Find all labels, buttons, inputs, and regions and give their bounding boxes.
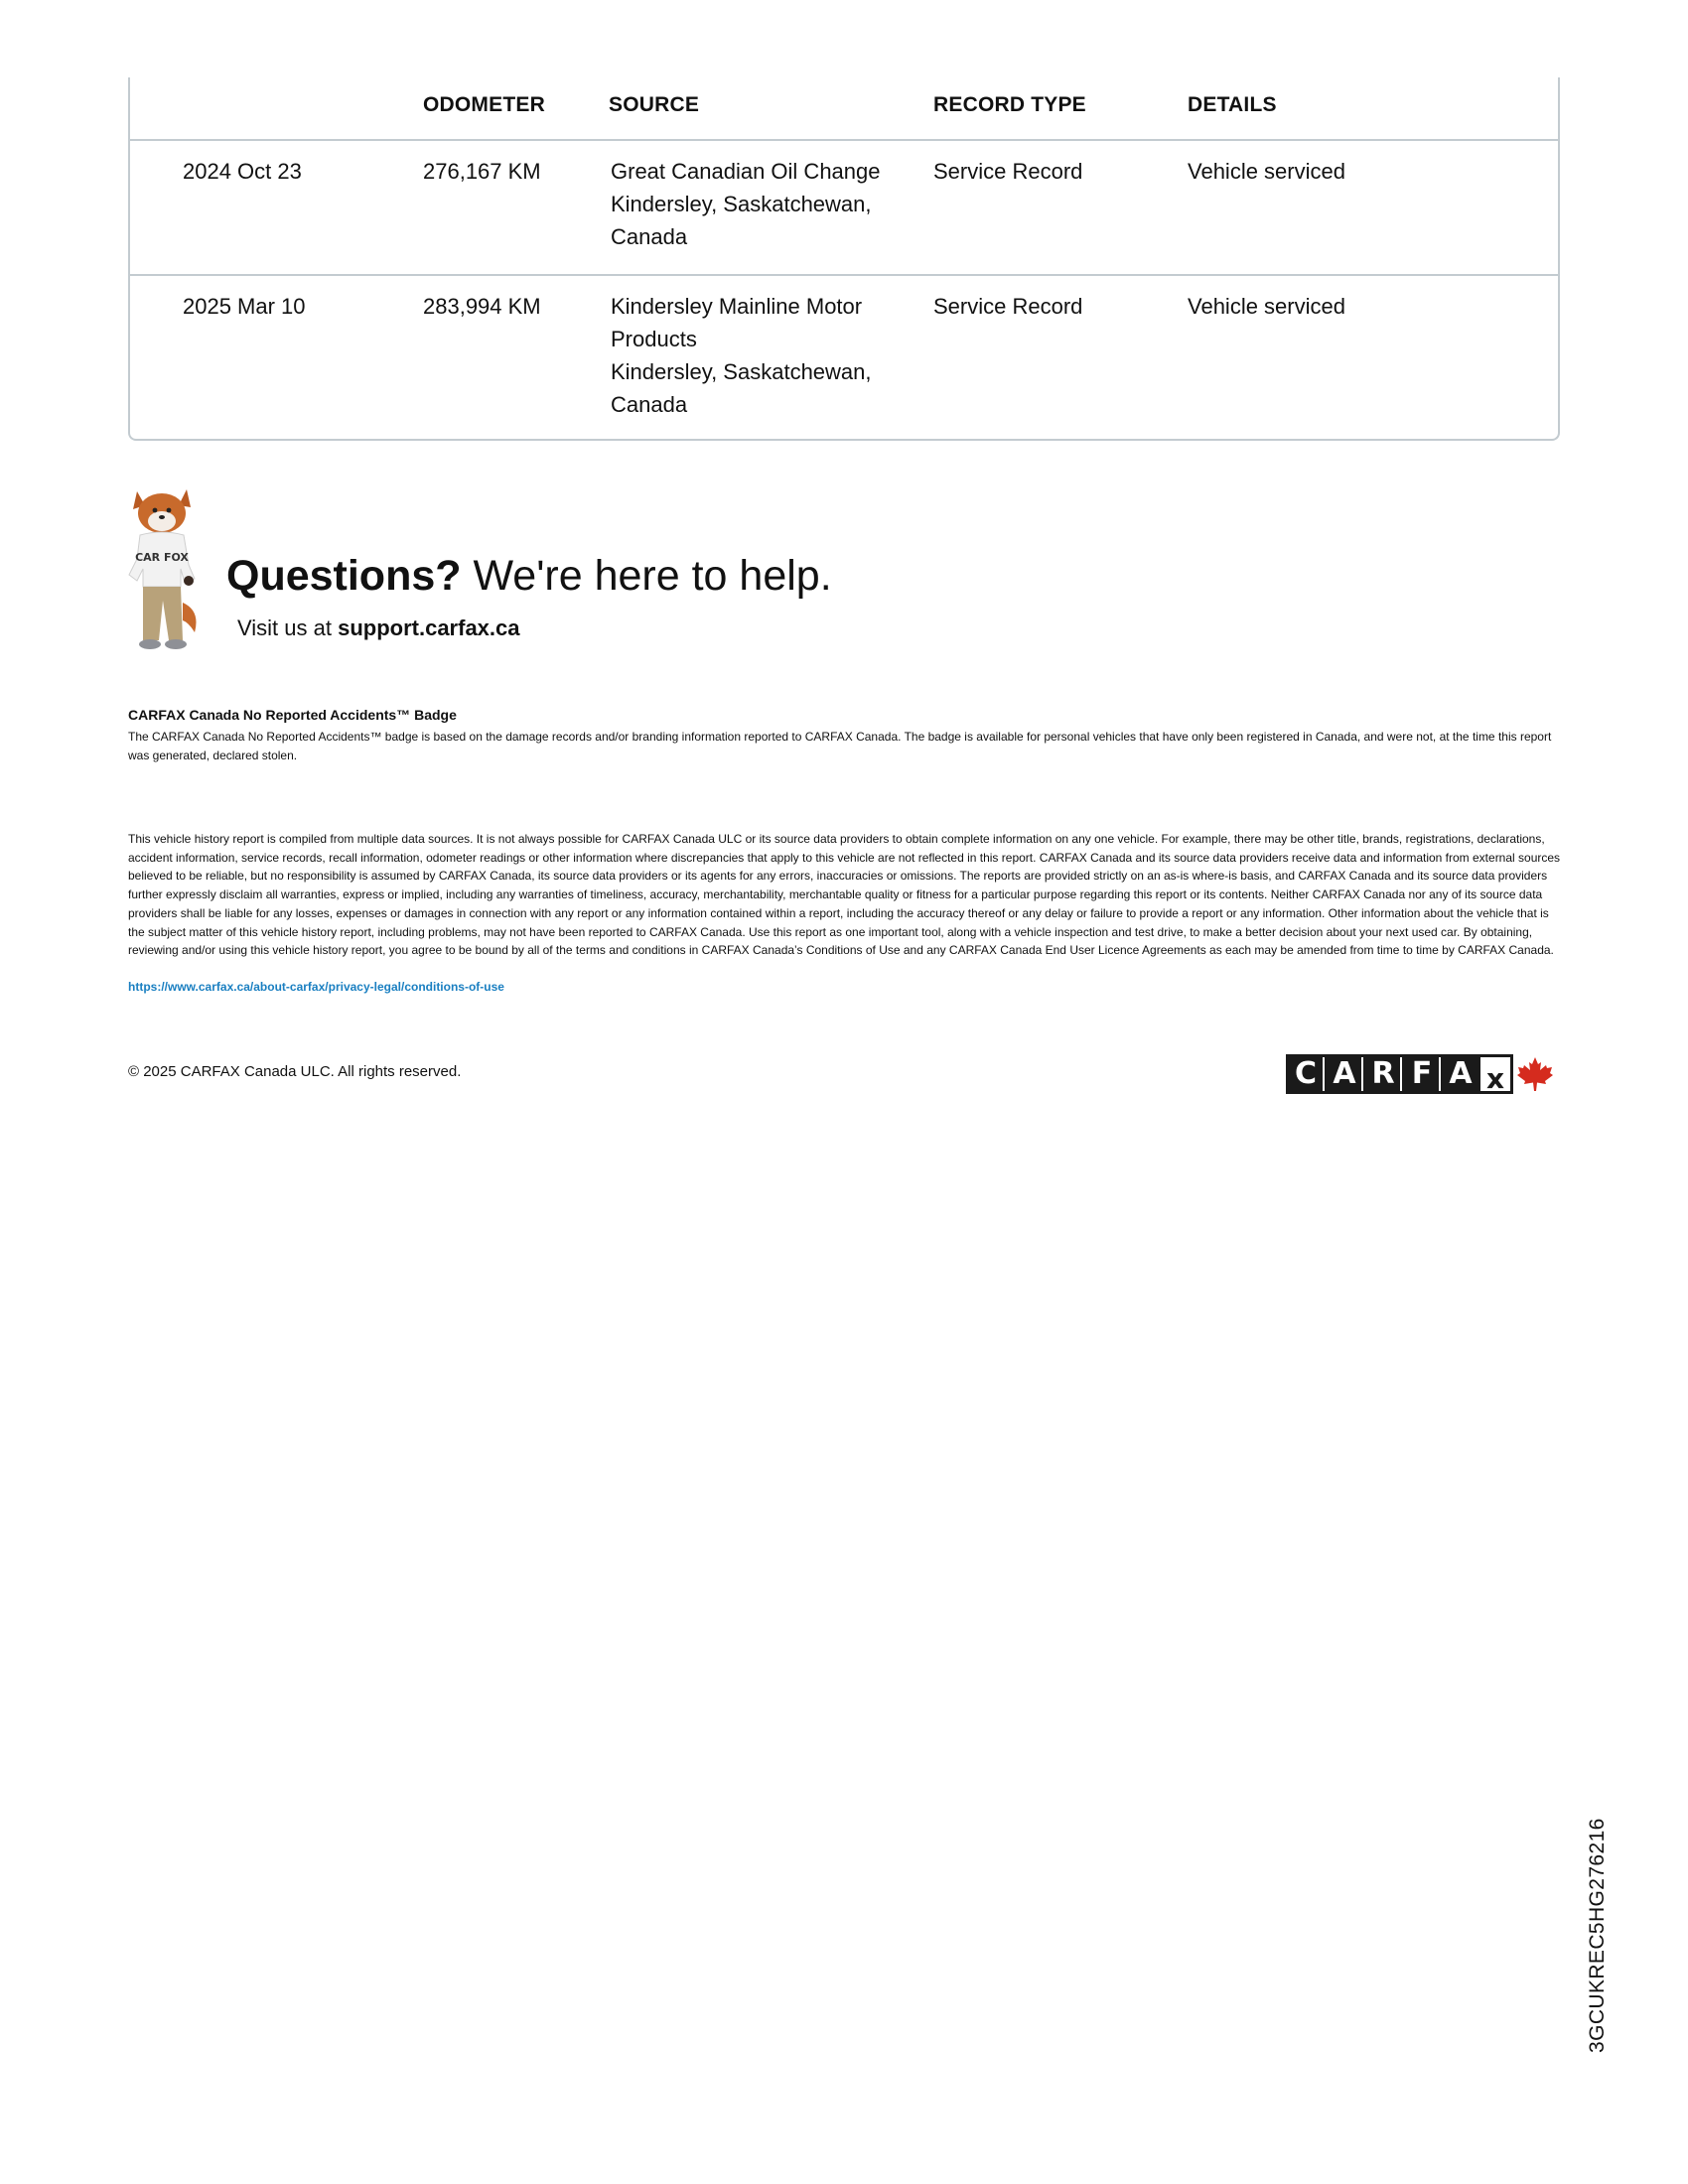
row-details: Vehicle serviced (1188, 294, 1345, 319)
copyright: © 2025 CARFAX Canada ULC. All rights reserved. (128, 1063, 462, 1080)
support-link[interactable]: support.carfax.ca (338, 615, 520, 640)
row-date: 2024 Oct 23 (183, 159, 302, 184)
logo-letter: R (1366, 1057, 1402, 1091)
help-heading-light: We're here to help. (461, 552, 832, 600)
row-odometer: 276,167 KM (423, 159, 541, 184)
logo-letters (1286, 1054, 1480, 1094)
source-line: Kindersley Mainline Motor (611, 294, 863, 319)
carfax-logo (1286, 1054, 1555, 1094)
logo-x: x (1480, 1054, 1513, 1094)
logo-letter: A (1444, 1057, 1477, 1091)
row-date: 2025 Mar 10 (183, 294, 306, 319)
maple-leaf-icon (1515, 1054, 1555, 1094)
table-row (130, 141, 1558, 276)
source-line: Kindersley, Saskatchewan, (611, 359, 872, 384)
table-row (130, 276, 1558, 439)
header-record-type: RECORD TYPE (933, 93, 1086, 116)
source-line: Products (611, 327, 697, 351)
help-heading-bold: Questions? (226, 552, 462, 600)
help-heading (226, 552, 832, 601)
row-record-type: Service Record (933, 159, 1083, 184)
badge-text: The CARFAX Canada No Reported Accidents™ badge is based on the damage records and/or branding information reported to CARFAX Canada. The badge is available for personal vehicles that have only been registered in Canada, and were not, at the time this report was generated, declared stolen. (128, 730, 1552, 762)
source-line: Kindersley, Saskatchewan, (611, 192, 872, 216)
history-table (128, 77, 1560, 441)
header-details: DETAILS (1188, 93, 1277, 116)
source-line: Great Canadian Oil Change (611, 159, 881, 184)
badge-title: CARFAX Canada No Reported Accidents™ Badge (128, 707, 457, 723)
visit-prefix: Visit us at (237, 615, 339, 640)
header-source: SOURCE (609, 93, 700, 116)
logo-letter: F (1405, 1057, 1441, 1091)
mascot-shirt-text: CAR FOX (135, 551, 189, 564)
conditions-of-use-link[interactable]: https://www.carfax.ca/about-carfax/privacy-legal/conditions-of-use (128, 980, 504, 994)
source-line: Canada (611, 392, 688, 417)
row-details: Vehicle serviced (1188, 159, 1345, 184)
row-source (611, 155, 899, 253)
carfox-mascot-icon (125, 483, 207, 652)
vin-number: 3GCUKREC5HG276216 (1586, 1818, 1609, 2053)
logo-letter: C (1289, 1057, 1325, 1091)
logo-letter: A (1328, 1057, 1363, 1091)
row-source (611, 290, 899, 421)
disclaimer-text: This vehicle history report is compiled from multiple data sources. It is not always possible for CARFAX Canada ULC or its source data providers to obtain complete information on any one vehicle. For example, there may be other title, brands, registrations, declarations, accident information, service records, recall information, odometer readings or other information where discrepancies that apply to this vehicle are not reflected in this report. CARFAX Canada and its source data providers receive data and information from external sources believed to be reliable, but no responsibility is assumed by CARFAX Canada, its source data providers or its agents for any errors, inaccuracies or omissions. The reports are provided strictly on an as-is where-is basis, and CARFAX Canada and its source data providers further expressly disclaim all warranties, express or implied, including any warranties of timeliness, accuracy, merchantability, merchantable quality or fitness for a particular purpose regarding this report or its contents. Neither CARFAX Canada nor any of its source data providers shall be liable for any losses, expenses or damages in connection with any report or any information contained within a report, including the accuracy thereof or any delay or failure to provide a report or any information. Other information about the vehicle that is the subject matter of this vehicle history report, including problems, may not have been reported to CARFAX Canada. Use this report as one important tool, along with a vehicle inspection and test drive, to make a better decision about your next used car. By obtaining, reviewing and/or using this vehicle history report, you agree to be bound by all of the terms and conditions in CARFAX Canada’s Conditions of Use and any CARFAX Canada End User Licence Agreements as each may be amended from time to time by CARFAX Canada. (128, 832, 1561, 958)
row-record-type: Service Record (933, 294, 1083, 319)
table-header (130, 77, 1558, 141)
help-visit (237, 615, 520, 641)
header-odometer: ODOMETER (423, 93, 545, 116)
source-line: Canada (611, 224, 688, 249)
row-odometer: 283,994 KM (423, 294, 541, 319)
